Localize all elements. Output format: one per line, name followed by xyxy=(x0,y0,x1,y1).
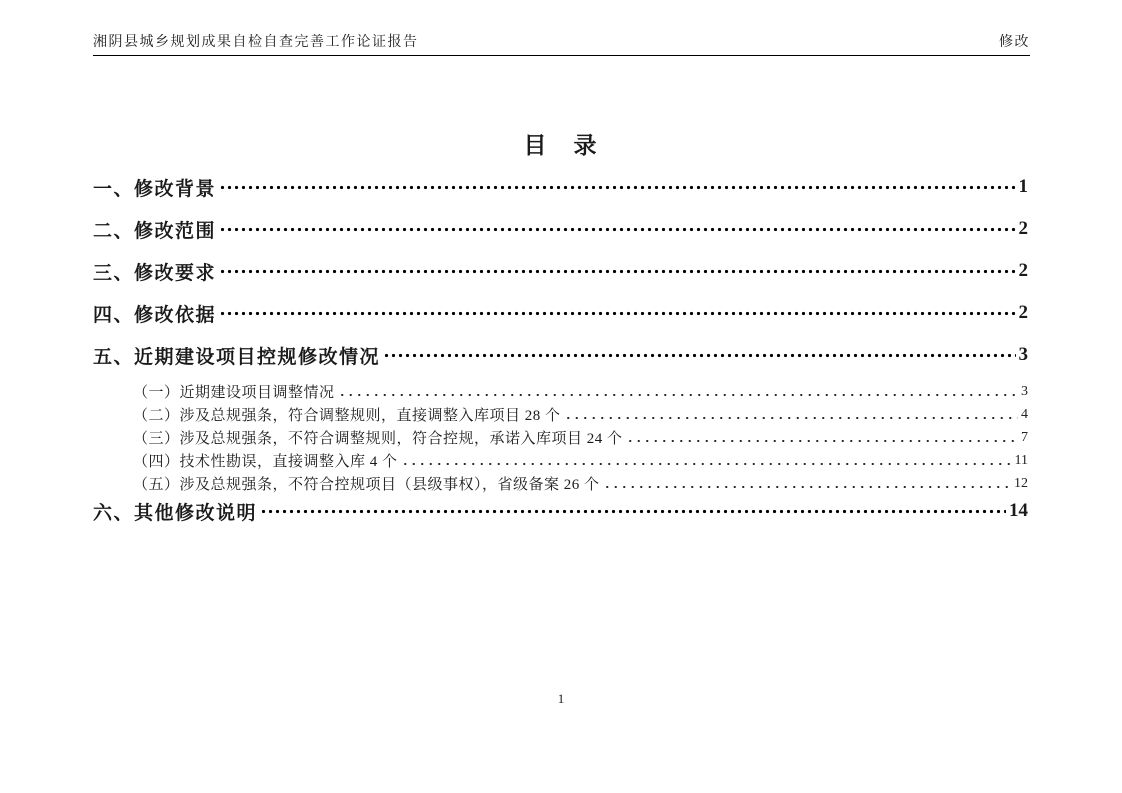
toc-entry-label: 二、修改范围 xyxy=(93,220,217,242)
dot-leader xyxy=(603,472,1011,495)
header-status-label: 修改 xyxy=(999,35,1030,50)
toc-subentry-page: 7 xyxy=(1021,429,1028,445)
table-of-contents xyxy=(93,176,1028,522)
toc-entry-2[interactable] xyxy=(93,218,1028,240)
toc-entry-6[interactable] xyxy=(93,500,1028,522)
toc-subentry-5-2[interactable] xyxy=(93,403,1028,426)
toc-entry-label: 四、修改依据 xyxy=(93,304,217,326)
dot-leader xyxy=(219,302,1015,324)
header-document-title: 湘阴县城乡规划成果自检自查完善工作论证报告 xyxy=(93,35,419,50)
toc-subentry-page: 11 xyxy=(1014,452,1028,468)
toc-entry-page: 1 xyxy=(1018,176,1028,197)
dot-leader xyxy=(219,218,1015,240)
toc-title: 目 录 xyxy=(523,133,599,158)
toc-entry-page: 3 xyxy=(1018,344,1028,365)
toc-subentry-5-5[interactable] xyxy=(93,472,1028,495)
toc-subentry-label: （五）涉及总规强条，不符合控规项目（县级事权），省级备案 26 个 xyxy=(133,477,600,493)
toc-entry-label: 五、近期建设项目控规修改情况 xyxy=(93,346,381,368)
page-footer xyxy=(0,691,1122,707)
toc-entry-label: 六、其他修改说明 xyxy=(93,502,258,524)
footer-page-number: 1 xyxy=(557,691,565,706)
toc-entry-5[interactable] xyxy=(93,344,1028,366)
toc-entry-label: 三、修改要求 xyxy=(93,262,217,284)
dot-leader xyxy=(219,260,1015,282)
toc-entry-page: 2 xyxy=(1018,260,1028,281)
dot-leader xyxy=(626,426,1018,449)
toc-entry-page: 2 xyxy=(1018,218,1028,239)
toc-subentry-label: （二）涉及总规强条，符合调整规则，直接调整入库项目 28 个 xyxy=(133,408,561,424)
toc-entry-3[interactable] xyxy=(93,260,1028,282)
dot-leader xyxy=(338,380,1018,403)
toc-subentry-label: （四）技术性勘误，直接调整入库 4 个 xyxy=(133,454,398,470)
toc-subentry-5-1[interactable] xyxy=(93,380,1028,403)
dot-leader xyxy=(383,344,1015,366)
toc-entry-1[interactable] xyxy=(93,176,1028,198)
toc-entry-4[interactable] xyxy=(93,302,1028,324)
dot-leader xyxy=(219,176,1015,198)
toc-entry-page: 14 xyxy=(1009,500,1028,521)
dot-leader xyxy=(564,403,1018,426)
toc-subentry-label: （三）涉及总规强条，不符合调整规则，符合控规，承诺入库项目 24 个 xyxy=(133,431,623,447)
toc-subentry-5-4[interactable] xyxy=(93,449,1028,472)
toc-entry-page: 2 xyxy=(1018,302,1028,323)
toc-subentry-page: 12 xyxy=(1014,475,1028,491)
toc-subentry-label: （一）近期建设项目调整情况 xyxy=(133,385,335,401)
dot-leader xyxy=(401,449,1012,472)
toc-entry-label: 一、修改背景 xyxy=(93,178,217,200)
toc-subentry-page: 4 xyxy=(1021,406,1028,422)
toc-subentry-page: 3 xyxy=(1021,383,1028,399)
page-header xyxy=(93,33,1030,56)
toc-subentry-5-3[interactable] xyxy=(93,426,1028,449)
dot-leader xyxy=(260,500,1006,522)
